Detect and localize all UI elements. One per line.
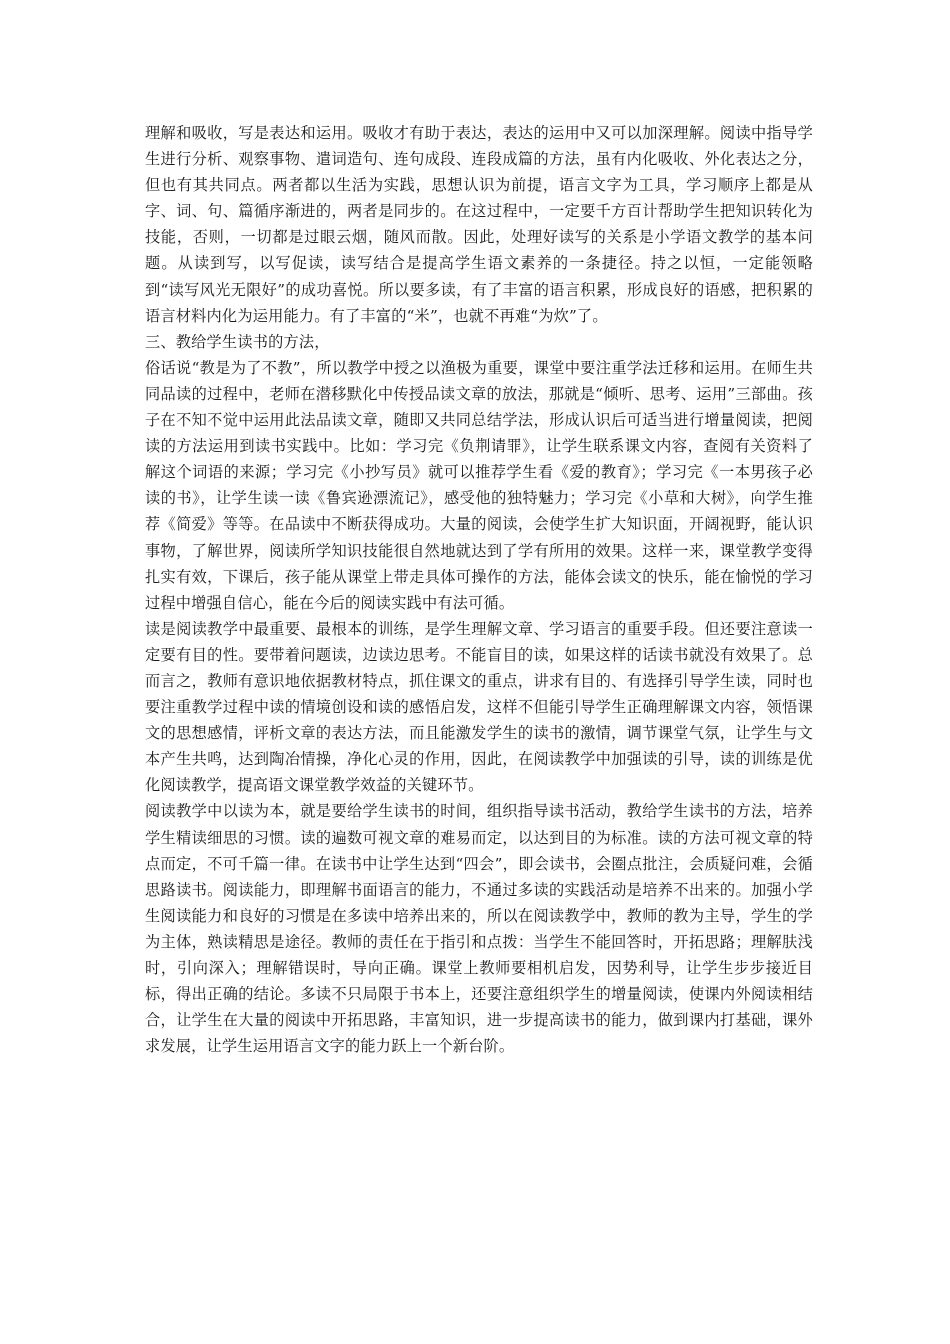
paragraph-reading-centered: 阅读教学中以读为本，就是要给学生读书的时间，组织指导读书活动，教给学生读书的方法，培养学生精读细思的习惯。读的遍数可视文章的难易而定，以达到目的为标准。读的方法可视文章的特点而定，不可千篇一律。在读书中让学生达到“四会”，即会读书，会圈点批注，会质疑问难，会循思路读书。阅读能力，即理解书面语言的能力，不通过多读的实践活动是培养不出来的。加强小学生阅读能力和良好的习惯是在多读中培养出来的，所以在阅读教学中，教师的教为主导，学生的学为主体，熟读精思是途径。教师的责任在于指引和点拨：当学生不能回答时，开拓思路；理解肤浅时，引向深入；理解错误时，导向正确。课堂上教师要相机启发，因势利导，让学生步步接近目标，得出正确的结论。多读不只局限于书本上，还要注意组织学生的增量阅读，使课内外阅读相结合，让学生在大量的阅读中开拓思路，丰富知识，进一步提高读书的能力，做到课内打基础，课外求发展，让学生运用语言文字的能力跃上一个新台阶。 [145, 802, 813, 1056]
section-heading-reading-methods: 三、教给学生读书的方法， [145, 332, 330, 351]
document-body [145, 120, 813, 1059]
paragraph-teaching-methods: 俗话说“教是为了不教”，所以教学中授之以渔极为重要，课堂中要注重学法迁移和运用。在师生共同品读的过程中，老师在潜移默化中传授品读文章的放法，那就是“倾听、思考、运用”三部曲。孩子在不知不觉中运用此法品读文章，随即又共同总结学法，形成认识后可适当进行增量阅读，把阅读的方法运用到读书实践中。比如：学习完《负荆请罪》，让学生联系课文内容，查阅有关资料了解这个词语的来源；学习完《小抄写员》就可以推荐学生看《爱的教育》；学习完《一本男孩子必读的书》，让学生读一读《鲁宾逊漂流记》，感受他的独特魅力；学习完《小草和大树》，向学生推荐《简爱》等等。在品读中不断获得成功。大量的阅读，会使学生扩大知识面，开阔视野，能认识事物，了解世界，阅读所学知识技能很自然地就达到了学有所用的效果。这样一来，课堂教学变得扎实有效，下课后，孩子能从课堂上带走具体可操作的方法，能体会读文的快乐，能在愉悦的学习过程中增强自信心，能在今后的阅读实践中有法可循。 [145, 358, 813, 612]
paragraph-reading-writing: 理解和吸收，写是表达和运用。吸收才有助于表达，表达的运用中又可以加深理解。阅读中指导学生进行分析、观察事物、遣词造句、连句成段、连段成篇的方法，虽有内化吸收、外化表达之分，但也有其共同点。两者都以生活为实践，思想认识为前提，语言文字为工具，学习顺序上都是从字、词、句、篇循序渐进的，两者是同步的。在这过程中，一定要千方百计帮助学生把知识转化为技能，否则，一切都是过眼云烟，随风而散。因此，处理好读写的关系是小学语文教学的基本问题。从读到写，以写促读，读写结合是提高学生语文素养的一条捷径。持之以恒，一定能领略到“读写风光无限好”的成功喜悦。所以要多读，有了丰富的语言积累，形成良好的语感，把积累的语言材料内化为运用能力。有了丰富的“米”，也就不再难“为炊”了。 [145, 124, 813, 325]
paragraph-reading-training: 读是阅读教学中最重要、最根本的训练，是学生理解文章、学习语言的重要手段。但还要注意读一定要有目的性。要带着问题读，边读边思考。不能盲目的读，如果这样的话读书就没有效果了。总而言之，教师有意识地依据教材特点，抓住课文的重点，讲求有目的、有选择引导学生读，同时也要注重教学过程中读的情境创设和读的感悟启发，这样不但能引导学生正确理解课文内容，领悟课文的思想感情，评析文章的表达方法，而且能激发学生的读书的激情，调节课堂气氛，让学生与文本产生共鸣，达到陶冶情操，净化心灵的作用，因此，在阅读教学中加强读的引导，读的训练是优化阅读教学，提高语文课堂教学效益的关键环节。 [145, 619, 813, 795]
